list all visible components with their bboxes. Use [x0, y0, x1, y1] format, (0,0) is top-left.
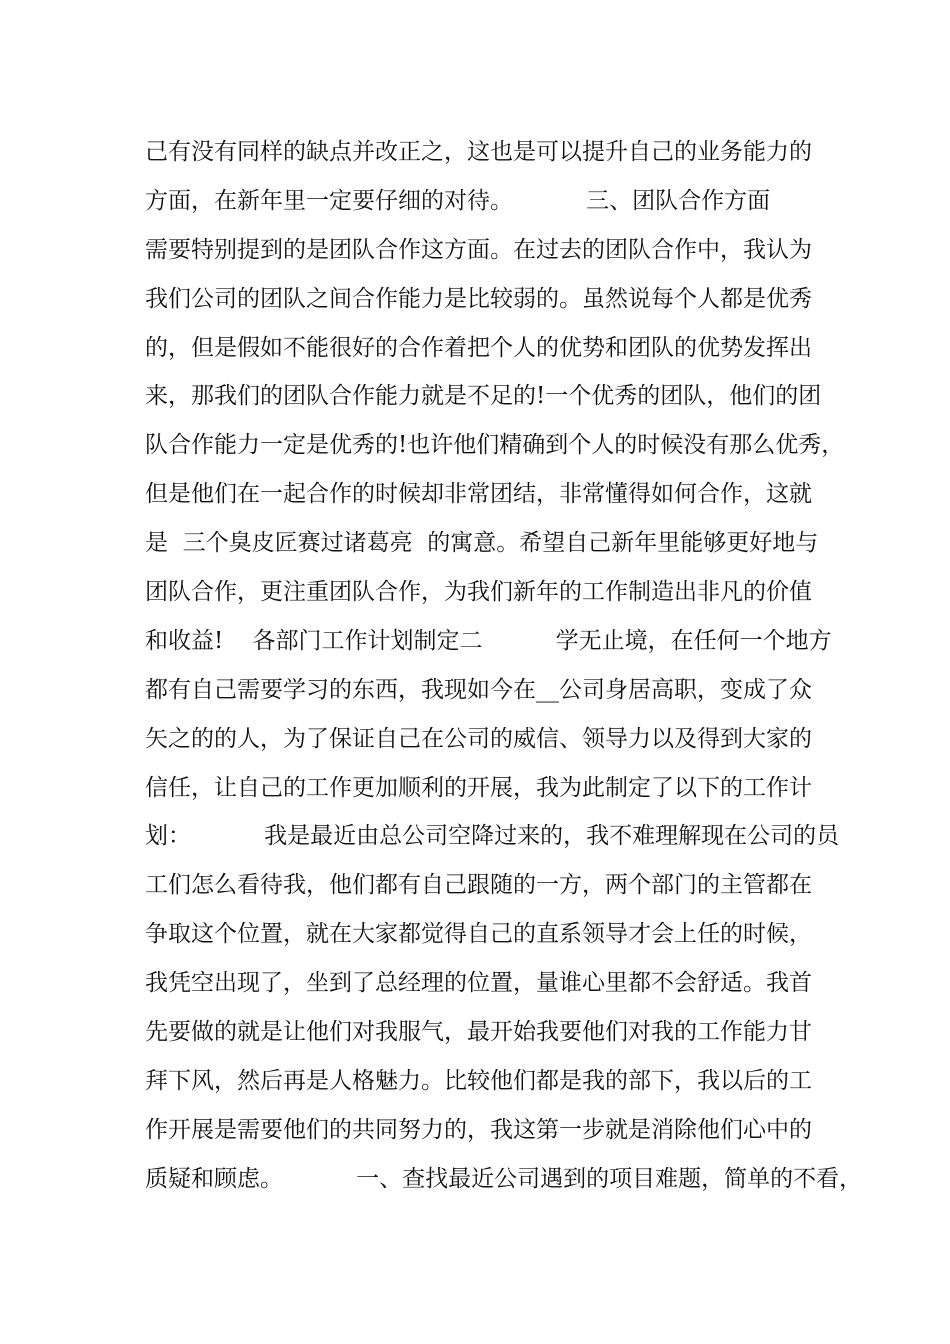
text-line-14: 信任，让自己的工作更加顺利的开展，我为此制定了以下的工作计: [145, 774, 812, 801]
text-line-15: 划： 我是最近由总公司空降过来的，我不难理解现在公司的员: [145, 823, 840, 850]
text-line-3: 需要特别提到的是团队合作这方面。在过去的团队合作中，我认为: [145, 236, 812, 263]
text-line-7: 队合作能力一定是优秀的!也许他们精确到个人的时候没有那么优秀，: [145, 432, 845, 459]
text-line-17: 争取这个位置，就在大家都觉得自己的直系领导才会上任的时候，: [145, 921, 812, 948]
text-line-16: 工们怎么看待我，他们都有自己跟随的一方，两个部门的主管都在: [145, 872, 812, 899]
text-line-6: 来，那我们的团队合作能力就是不足的!一个优秀的团队，他们的团: [145, 383, 822, 410]
text-line-20: 拜下风，然后再是人格魅力。比较他们都是我的部下，我以后的工: [145, 1067, 812, 1094]
text-line-13: 矢之的的人，为了保证自己在公司的威信、领导力以及得到大家的: [145, 725, 812, 752]
text-line-4: 我们公司的团队之间合作能力是比较弱的。虽然说每个人都是优秀: [145, 285, 812, 312]
body-text: [145, 128, 863, 1204]
text-line-21: 作开展是需要他们的共同努力的，我这第一步就是消除他们心中的: [145, 1116, 812, 1143]
text-line-8: 但是他们在一起合作的时候却非常团结，非常懂得如何合作，这就: [145, 481, 812, 508]
text-line-18: 我凭空出现了，坐到了总经理的位置，量谁心里都不会舒适。我首: [145, 970, 812, 997]
text-line-2: 方面，在新年里一定要仔细的对待。 三、团队合作方面: [145, 187, 771, 214]
text-line-1: 己有没有同样的缺点并改正之，这也是可以提升自己的业务能力的: [145, 139, 812, 165]
text-line-11: 和收益! 各部门工作计划制定二 学无止境，在任何一个地方: [145, 627, 832, 654]
text-line-22: 质疑和顾虑。 一、查找最近公司遇到的项目难题，简单的不看，: [145, 1165, 863, 1192]
text-line-10: 团队合作，更注重团队合作，为我们新年的工作制造出非凡的价值: [145, 579, 812, 606]
text-line-5: 的，但是假如不能很好的合作着把个人的优势和团队的优势发挥出: [145, 334, 812, 361]
text-line-9: 是 三个臭皮匠赛过诸葛亮 的寓意。希望自己新年里能够更好地与: [145, 530, 819, 557]
text-line-19: 先要做的就是让他们对我服气，最开始我要他们对我的工作能力甘: [145, 1019, 812, 1046]
text-line-12: 都有自己需要学习的东西，我现如今在__公司身居高职，变成了众: [145, 676, 812, 703]
